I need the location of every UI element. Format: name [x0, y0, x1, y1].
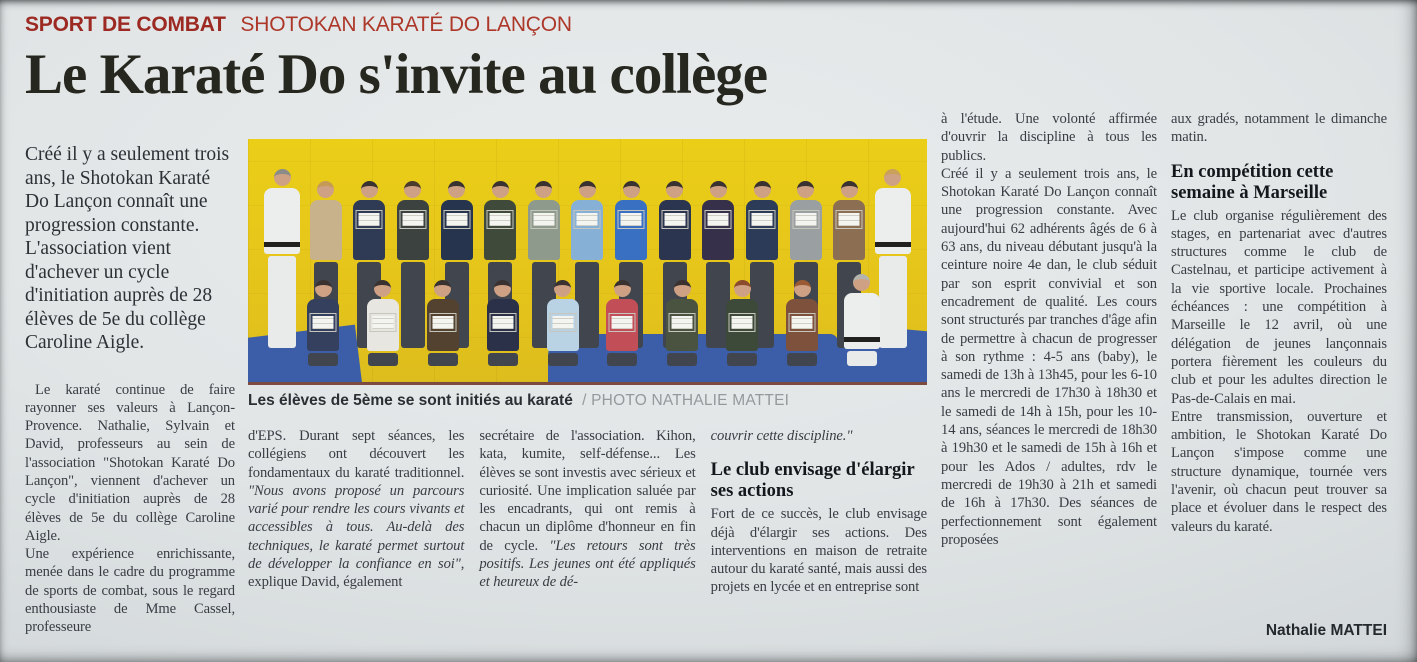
person-torso	[397, 200, 429, 260]
person-torso	[746, 200, 778, 260]
paragraph: Le karaté continue de faire rayonner ses valeurs à Lançon-Provence. Nathalie, Sylvain et David, professeurs au sein de l'association "Shotokan Karaté Do Lançon", viennent d'achever un cycle d'initiation auprès de 28 élèves de 5e du collège Caroline Aigle.	[25, 381, 235, 544]
person-legs	[368, 353, 398, 366]
person-torso	[790, 200, 822, 260]
person-torso	[427, 299, 459, 351]
person-head	[374, 280, 391, 297]
person-torso	[441, 200, 473, 260]
person-head	[315, 280, 332, 297]
person-kneeling	[423, 280, 463, 366]
person-kneeling	[662, 280, 702, 366]
diploma-certificate	[609, 313, 636, 332]
diploma-certificate	[530, 210, 557, 229]
photo-credit: / PHOTO NATHALIE MATTEI	[582, 392, 790, 409]
diploma-certificate	[661, 210, 688, 229]
column-4	[711, 427, 927, 637]
person-kneeling	[543, 280, 583, 366]
person-torso	[353, 200, 385, 260]
diploma-certificate	[487, 210, 514, 229]
person-head	[666, 181, 683, 198]
person-head	[554, 280, 571, 297]
group-photo	[248, 139, 927, 385]
person-legs	[548, 353, 578, 366]
diploma-certificate	[789, 313, 816, 332]
person-torso	[844, 293, 880, 349]
person-head	[674, 280, 691, 297]
diploma-certificate	[549, 313, 576, 332]
person-torso	[659, 200, 691, 260]
person-legs	[727, 353, 757, 366]
person-kneeling	[782, 280, 822, 366]
person-torso	[702, 200, 734, 260]
person-legs	[607, 353, 637, 366]
paragraph	[711, 427, 927, 445]
person-head	[579, 181, 596, 198]
person-legs	[488, 353, 518, 366]
byline: Nathalie MATTEI	[1265, 622, 1387, 639]
article-body-left	[25, 139, 927, 637]
person-head	[884, 169, 901, 186]
person-torso	[307, 299, 339, 351]
person-torso	[528, 200, 560, 260]
person-torso	[875, 188, 911, 254]
diploma-certificate	[356, 210, 383, 229]
quote-text: couvrir cette discipline."	[710, 428, 853, 444]
paragraph: Créé il y a seulement trois ans, le Shotokan Karaté Do Lançon connaît une progression constante. Avec aujourd'hui 62 adhérents âgés de 6 à 63 ans, du niveau débutant jusqu'à la ceinture noire 4e dan, le club séduit par son esprit convivial et son encadrement de qualité. Les cours sont structurés par tranches d'âge afin de permettre à chacun de progresser à son rythme : 4-5 ans (baby), le samedi de 13h à 13h45, pour les 6-10 ans le mercredi de 17h30 à 18h30 et le samedi de 14h à 15h, pour les 10-14 ans, séances le mercredi de 18h30 à 19h30 et le samedi de 15h à 16h et pour les Ados / adultes, rdv le mercredi de 19h30 à 21h et samedi de 16h à 17h30. Des séances de perfectionnement sont également proposées	[941, 165, 1157, 548]
person-torso	[547, 299, 579, 351]
person-head	[754, 181, 771, 198]
person-torso	[264, 188, 300, 254]
person-head	[535, 181, 552, 198]
photo-caption-row	[248, 392, 927, 410]
person-head	[317, 181, 334, 198]
text-run: d'EPS. Durant sept séances, les collégiens ont découvert les fondamentaux du karaté traditionnel.	[248, 428, 465, 481]
column-1	[25, 139, 235, 637]
person-kneeling	[722, 280, 762, 366]
paragraph: aux gradés, notamment le dimanche matin.	[1171, 111, 1387, 146]
diploma-certificate	[705, 210, 732, 229]
diploma-certificate	[836, 210, 863, 229]
person-head	[734, 280, 751, 297]
person-legs	[787, 353, 817, 366]
person-head	[710, 181, 727, 198]
photo-group	[248, 139, 927, 637]
paragraph	[479, 427, 695, 592]
subhead-club-actions: Le club envisage d'élargir ses actions	[710, 460, 915, 502]
person-head	[361, 181, 378, 198]
black-belt	[875, 242, 911, 247]
diploma-certificate	[443, 210, 470, 229]
person-legs	[879, 256, 907, 348]
person-legs	[667, 353, 697, 366]
black-belt	[844, 337, 880, 342]
person-torso	[484, 200, 516, 260]
person-standing	[262, 169, 302, 348]
kicker-section-label: SPORT DE COMBAT	[25, 13, 226, 36]
article-left-zone	[25, 0, 927, 662]
person-kneeling	[602, 280, 642, 366]
quote-text: "Nous avons proposé un parcours varié pour rendre les cours vivants et accessibles à tous. Au-delà des techniques, le karaté permet surtout de développer la confiance en soi"	[248, 482, 465, 573]
person-legs	[268, 256, 296, 348]
person-torso	[666, 299, 698, 351]
text-run: secrétaire de l'association. Kihon, kata, kumite, self-défense... Les élèves se sont investis avec sérieux et curiosité. Une implication saluée par les encadrants, qui ont remis à chacun un diplôme d'honneur en fin de cycle.	[479, 428, 696, 554]
person-torso	[606, 299, 638, 351]
diploma-certificate	[310, 313, 337, 332]
person-torso	[367, 299, 399, 351]
paragraph: Le club organise régulièrement des stages, en partenariat avec d'autres structures comme le club de Castelnau, et participe activement à la vie sportive locale. Prochaines échéances : une compétition à Marseille le 12 avril, où une délégation de jeunes lançonnais portera fièrement les couleurs du club et pour les adultes direction le Pas-de-Calais en mai.	[1171, 207, 1387, 407]
diploma-certificate	[669, 313, 696, 332]
diploma-certificate	[618, 210, 645, 229]
person-head	[404, 181, 421, 198]
person-head	[492, 181, 509, 198]
black-belt	[264, 242, 300, 247]
person-torso	[786, 299, 818, 351]
column-5	[941, 0, 1157, 662]
diploma-certificate	[369, 313, 396, 332]
column-6	[1171, 0, 1387, 662]
column-3	[479, 427, 695, 637]
paragraph: Entre transmission, ouverture et ambition, le Shotokan Karaté Do Lançon s'impose comme une structure dynamique, tournée vers l'avenir, où chacun peut trouver sa place et évoluer dans le respect des valeurs du karaté.	[1171, 408, 1387, 535]
text-run: , explique David, également	[248, 556, 465, 591]
person-head	[494, 280, 511, 297]
person-kneeling	[842, 274, 882, 366]
person-torso	[487, 299, 519, 351]
quote-text: "Les retours sont très positifs. Les jeunes ont été appliqués et heureux de dé-	[479, 537, 696, 591]
person-head	[623, 181, 640, 198]
diploma-certificate	[399, 210, 426, 229]
paragraph: Une expérience enrichissante, menée dans le cadre du programme de sports de combat, sous le regard enthousiaste de Mme Cassel, professeure	[25, 546, 235, 636]
diploma-certificate	[574, 210, 601, 229]
person-kneeling	[303, 280, 343, 366]
diploma-certificate	[749, 210, 776, 229]
diploma-certificate	[792, 210, 819, 229]
paragraph	[248, 427, 464, 592]
diploma-certificate	[729, 313, 756, 332]
lead-paragraph: Créé il y a seulement trois ans, le Shotokan Karaté Do Lançon connaît une progression constante. L'association vient d'achever un cycle d'initiation auprès de 28 élèves de 5e du collège Caroline Aigle.	[25, 144, 230, 353]
person-torso	[833, 200, 865, 260]
person-head	[448, 181, 465, 198]
paragraph: à l'étude. Une volonté affirmée d'ouvrir la discipline à tous les publics.	[941, 111, 1157, 164]
person-kneeling	[363, 280, 403, 366]
paragraph: Fort de ce succès, le club envisage déjà d'élargir ses actions. Des interventions en maison de retraite autour du karaté santé, mais aussi des projets en lycée et en entreprise sont	[710, 506, 927, 596]
person-torso	[615, 200, 647, 260]
kicker-topic-label: SHOTOKAN KARATÉ DO LANÇON	[240, 13, 572, 36]
column-2	[248, 427, 464, 637]
photo-caption: Les élèves de 5ème se sont initiés au karaté	[248, 392, 573, 409]
diploma-certificate	[489, 313, 516, 332]
headline: Le Karaté Do s'invite au collège	[25, 43, 768, 106]
person-torso	[571, 200, 603, 260]
person-head	[841, 181, 858, 198]
kicker	[25, 13, 927, 37]
person-head	[434, 280, 451, 297]
person-legs	[308, 353, 338, 366]
columns-2-3-4	[248, 427, 927, 637]
person-kneeling	[483, 280, 523, 366]
person-head	[614, 280, 631, 297]
diploma-certificate	[429, 313, 456, 332]
photo-front-row	[303, 274, 882, 366]
person-head	[274, 169, 291, 186]
person-head	[797, 181, 814, 198]
person-legs	[428, 353, 458, 366]
person-torso	[726, 299, 758, 351]
subhead-competition: En compétition cette semaine à Marseille	[1171, 161, 1334, 203]
person-torso	[310, 200, 342, 260]
person-head	[853, 274, 870, 291]
person-legs	[847, 351, 877, 366]
person-head	[794, 280, 811, 297]
